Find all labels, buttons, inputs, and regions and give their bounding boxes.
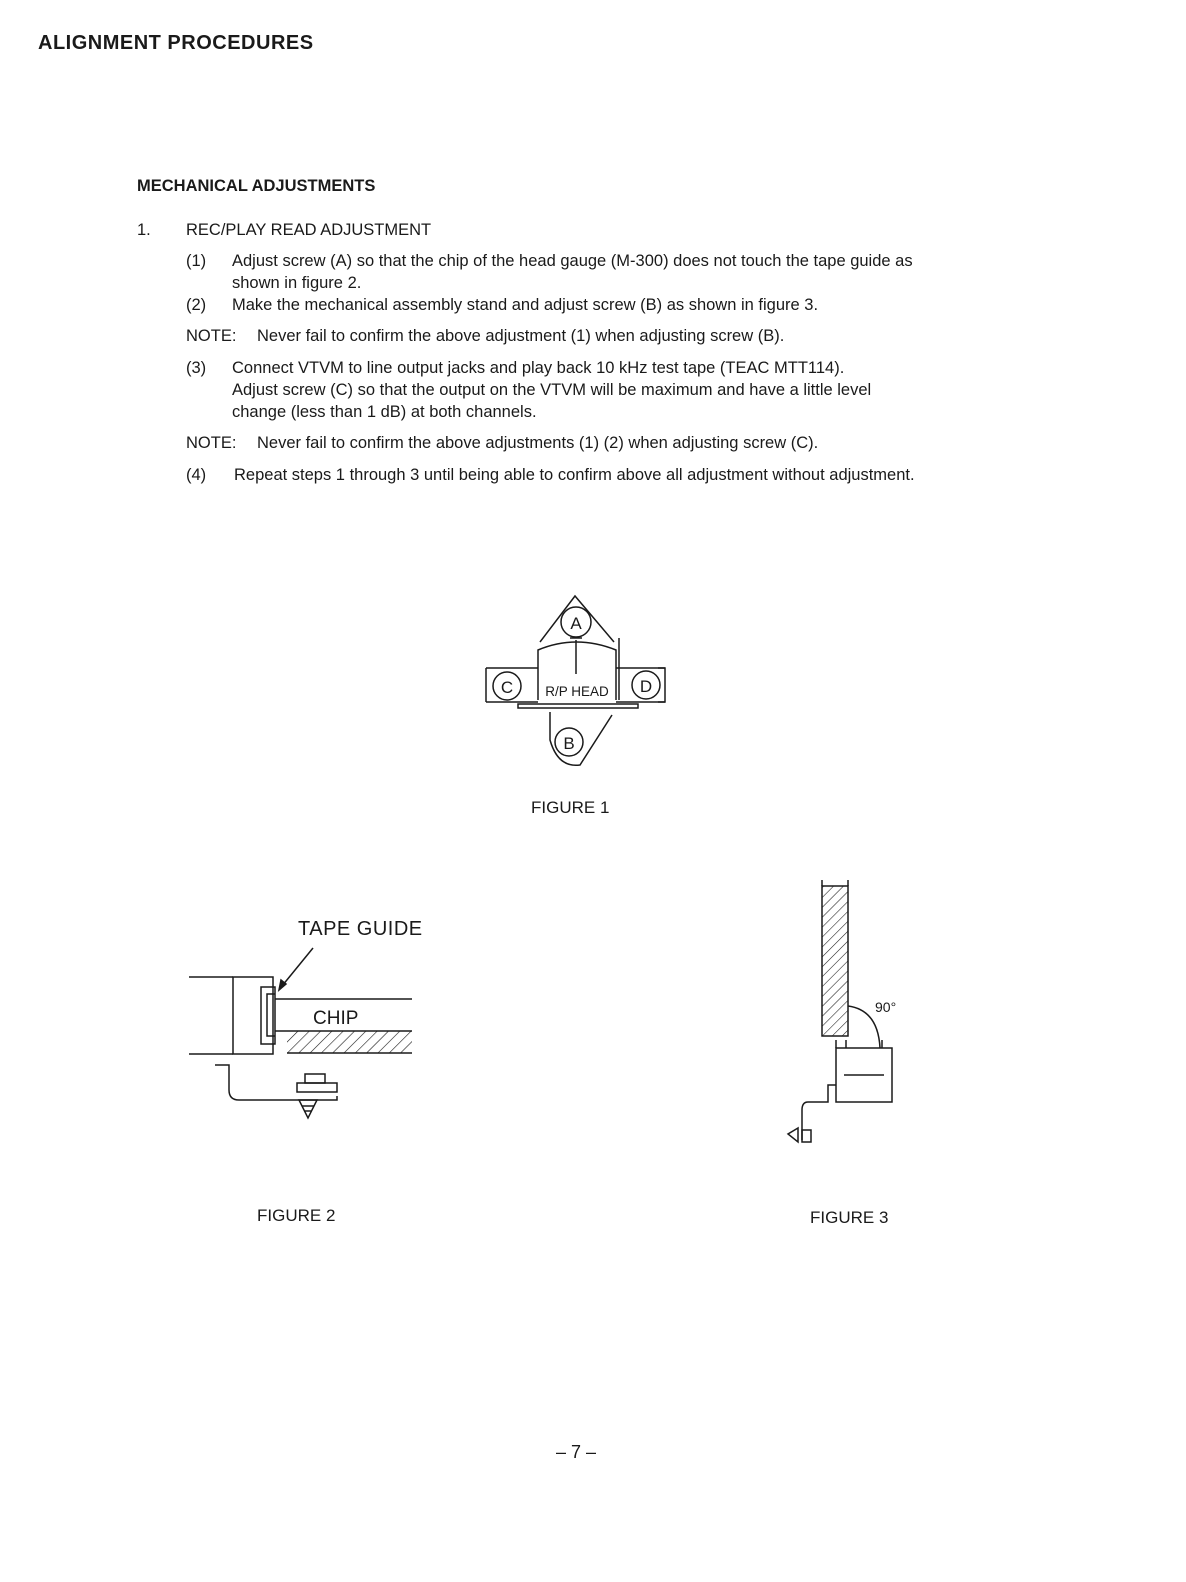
- step-2-text: Make the mechanical assembly stand and adjust screw (B) as shown in figure 3.: [232, 296, 819, 314]
- page-number: – 7 –: [556, 1442, 597, 1462]
- angle-label: 90°: [875, 999, 897, 1015]
- step-1-text: Adjust screw (A) so that the chip of the head gauge (M-300) does not touch the tape guide as: [232, 252, 913, 270]
- item-number: 1.: [137, 221, 151, 239]
- step-3-text: Connect VTVM to line output jacks and play back 10 kHz test tape (TEAC MTT114).: [232, 359, 845, 377]
- step-3-number: (3): [186, 359, 207, 377]
- figure-2-caption: FIGURE 2: [257, 1206, 336, 1225]
- step-3-text-cont-2: change (less than 1 dB) at both channels.: [232, 403, 537, 421]
- screw-d-label: D: [639, 677, 653, 696]
- figure-1-caption: FIGURE 1: [531, 798, 610, 817]
- note-1-text: Never fail to confirm the above adjustment (1) when adjusting screw (B).: [257, 327, 785, 345]
- tape-guide-label: TAPE GUIDE: [298, 918, 423, 940]
- figure-3-caption: FIGURE 3: [810, 1208, 889, 1227]
- step-2-number: (2): [186, 296, 207, 314]
- figure-1-diagram: [480, 590, 680, 775]
- item-title: REC/PLAY READ ADJUSTMENT: [186, 221, 432, 239]
- figure-3-diagram: [770, 880, 910, 1155]
- step-3-text-cont: Adjust screw (C) so that the output on the VTVM will be maximum and have a little level: [232, 381, 872, 399]
- note-1-label: NOTE:: [186, 327, 237, 345]
- step-1-text-cont: shown in figure 2.: [232, 274, 362, 292]
- note-2-text: Never fail to confirm the above adjustments (1) (2) when adjusting screw (C).: [257, 434, 819, 452]
- step-4-number: (4): [186, 466, 207, 484]
- chip-label: CHIP: [313, 1008, 359, 1029]
- screw-c-label: C: [500, 678, 514, 697]
- step-1-number: (1): [186, 252, 207, 270]
- step-4-text: Repeat steps 1 through 3 until being able to confirm above all adjustment without adjustment.: [234, 466, 915, 484]
- screw-a-label: A: [570, 614, 582, 633]
- page-title: ALIGNMENT PROCEDURES: [38, 32, 314, 54]
- section-title: MECHANICAL ADJUSTMENTS: [137, 177, 376, 195]
- note-2-label: NOTE:: [186, 434, 237, 452]
- screw-b-label: B: [563, 734, 575, 753]
- rp-head-label: R/P HEAD: [545, 684, 609, 699]
- figure-2-diagram: [185, 940, 420, 1125]
